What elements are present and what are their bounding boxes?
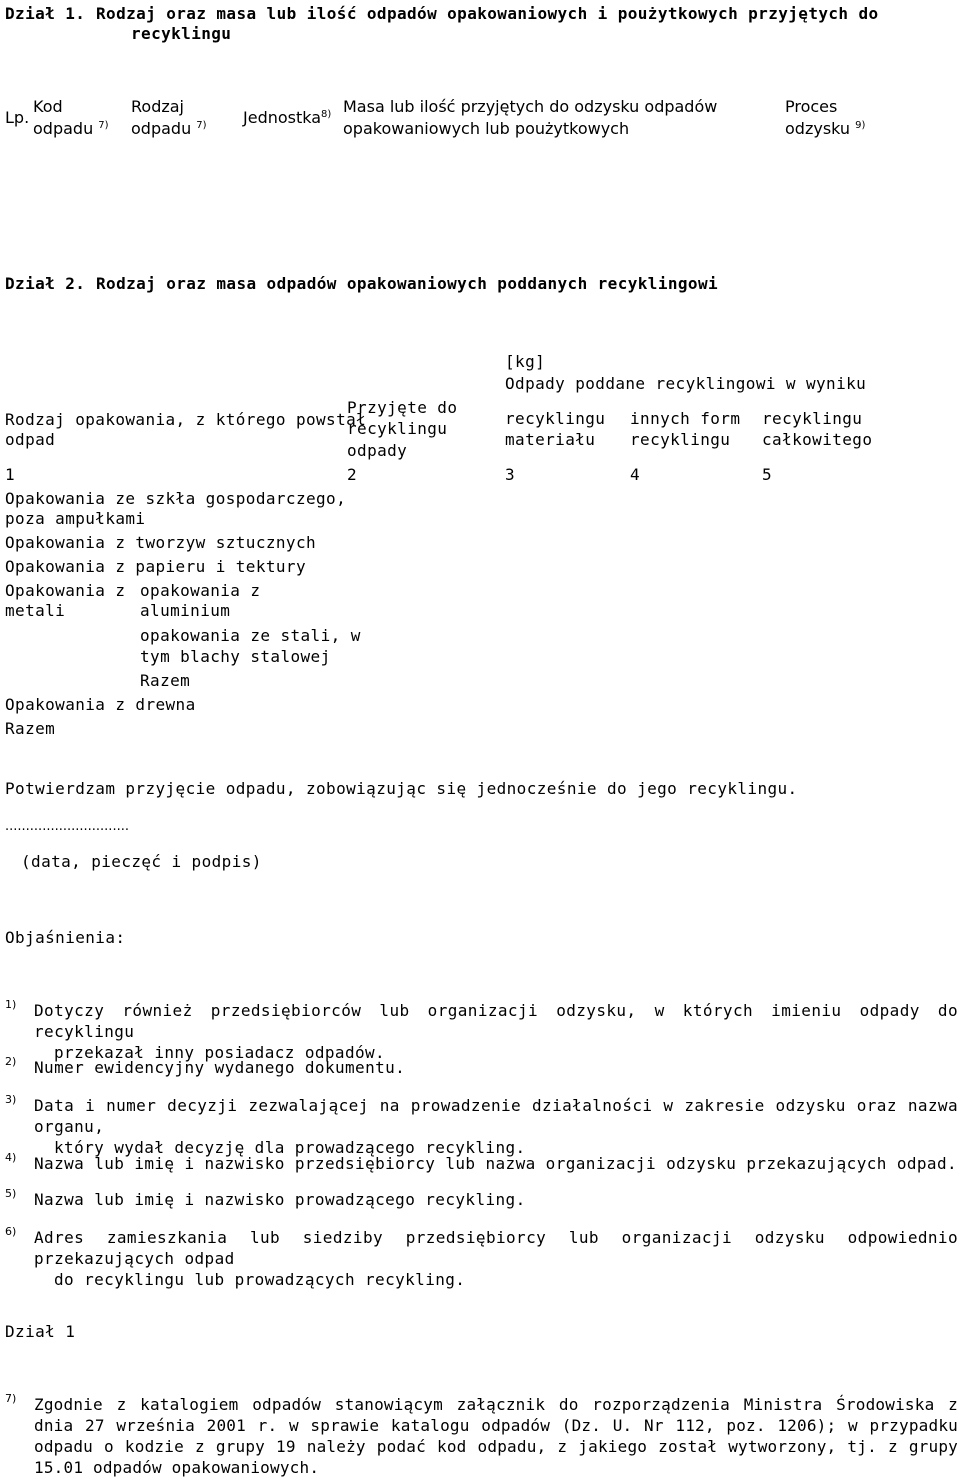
col3-header-line1: recyklingu — [505, 409, 606, 428]
footnote-text: Adres zamieszkania lub siedziby przedsiębiorcy lub organizacji odzysku odpowiednio przekazujących odpad do recyklingu lub prowadzących recykling. — [34, 1228, 958, 1289]
row-stal-line2: tym blachy stalowej — [140, 647, 331, 666]
explanations-heading: Objaśnienia: — [5, 928, 126, 947]
header-kod-line1: Kod — [33, 97, 63, 116]
row-szklo-line2: poza ampułkami — [5, 509, 146, 528]
footnote-text: Zgodnie z katalogiem odpadów stanowiącym załącznik do rozporządzenia Ministra Środowiska z dnia 27 września 2001 r. w sprawie katalogu odpadów (Dz. U. Nr 112, poz. 1206); w przypadku odpadu o kodzie z grupy 19 należy podać kod odpadu, z jakiego został wytworzony, tj. z grupy 15.01 odpadów opakowaniowych. — [34, 1395, 958, 1477]
row-aluminium-line1: opakowania z — [140, 581, 261, 600]
poddane-header: Odpady poddane recyklingowi w wyniku — [505, 374, 867, 393]
col4-header-line2: recyklingu — [630, 430, 731, 449]
row-metale-line1: Opakowania z — [5, 581, 126, 600]
footnote-number: 4) — [5, 1151, 17, 1164]
footnote-text: Nazwa lub imię i nazwisko przedsiębiorcy lub nazwa organizacji odzysku przekazujących odpad. — [34, 1154, 958, 1173]
col4-header-line1: innych form — [630, 409, 741, 428]
footnote-number: 6) — [5, 1225, 17, 1238]
header-masa-line1: Masa lub ilość przyjętych do odzysku odpadów — [343, 97, 718, 116]
header-rodzaj-sup: 7) — [196, 120, 207, 131]
header-jednostka-sup: 8) — [321, 109, 332, 120]
header-kod-sup: 7) — [98, 120, 109, 131]
section2-heading-title: Rodzaj oraz masa odpadów opakowaniowych poddanych recyklingowi — [96, 274, 719, 293]
header-jednostka: Jednostka$^{8)}$ — [243, 108, 332, 127]
header-lp: Lp. — [5, 108, 30, 127]
row-papier: Opakowania z papieru i tektury — [5, 557, 306, 576]
col5-header-line1: recyklingu — [762, 409, 863, 428]
unit-label: [kg] — [505, 352, 546, 371]
col3-header-line2: materiału — [505, 430, 596, 449]
section1-heading-prefix: Dział 1. — [5, 4, 86, 23]
section1-heading-line1: Rodzaj oraz masa lub ilość odpadów opakowaniowych i poużytkowych przyjętych do — [96, 4, 879, 23]
signature-label: (data, pieczęć i podpis) — [21, 852, 262, 871]
header-masa-line2: opakowaniowych lub poużytkowych — [343, 119, 630, 138]
col-number-4: 4 — [630, 465, 641, 484]
col-number-5: 5 — [762, 465, 773, 484]
header-proces-line1: Proces — [785, 97, 838, 116]
footnote-text: Dotyczy również przedsiębiorców lub organizacji odzysku, w których imieniu odpady do recyklingu przekazał inny posiadacz odpadów. — [34, 1001, 958, 1062]
header-rodzaj-line1: Rodzaj — [131, 97, 184, 116]
row-razem-metale: Razem — [140, 671, 191, 690]
col2-header-line3: odpady — [347, 441, 408, 460]
header-kod-line2: odpadu $^{7)}$ — [33, 119, 109, 138]
col1-header-line1: Rodzaj opakowania, z którego powstał — [5, 410, 367, 429]
footnote-text: Nazwa lub imię i nazwisko prowadzącego recykling. — [34, 1190, 526, 1209]
footnote-text: Data i numer decyzji zezwalającej na prowadzenie działalności w zakresie odzysku oraz nazwa organu, który wydał decyzję dla prowadzącego recykling. — [34, 1096, 958, 1157]
col-number-3: 3 — [505, 465, 516, 484]
section1-heading-line2: recyklingu — [131, 24, 232, 43]
footnote-text: Numer ewidencyjny wydanego dokumentu. — [34, 1058, 406, 1077]
header-proces-sup: 9) — [855, 120, 866, 131]
row-tworzywa: Opakowania z tworzyw sztucznych — [5, 533, 317, 552]
section2-heading-prefix: Dział 2. — [5, 274, 86, 293]
footnote-number: 7) — [5, 1392, 17, 1405]
row-metale-line2: metali — [5, 601, 66, 620]
col5-header-line2: całkowitego — [762, 430, 873, 449]
col-number-1: 1 — [5, 465, 16, 484]
col2-header-line2: recyklingu — [347, 419, 448, 438]
footnote-number: 1) — [5, 998, 17, 1011]
signature-dots: .............................. — [5, 819, 129, 834]
row-aluminium-line2: aluminium — [140, 601, 231, 620]
footnote-number: 3) — [5, 1093, 17, 1106]
col-number-2: 2 — [347, 465, 358, 484]
row-razem: Razem — [5, 719, 56, 738]
col2-header-line1: Przyjęte do — [347, 398, 458, 417]
row-stal-line1: opakowania ze stali, w — [140, 626, 361, 645]
footnote-number: 2) — [5, 1055, 17, 1068]
row-szklo-line1: Opakowania ze szkła gospodarczego, — [5, 489, 347, 508]
header-rodzaj-line2: odpadu $^{7)}$ — [131, 119, 207, 138]
header-proces-line2: odzysku $^{9)}$ — [785, 119, 866, 138]
footnote-number: 5) — [5, 1187, 17, 1200]
confirmation-statement: Potwierdzam przyjęcie odpadu, zobowiązując się jednocześnie do jego recyklingu. — [5, 779, 798, 798]
dzial1-label: Dział 1 — [5, 1322, 76, 1341]
col1-header-line2: odpad — [5, 430, 56, 449]
row-drewno: Opakowania z drewna — [5, 695, 196, 714]
